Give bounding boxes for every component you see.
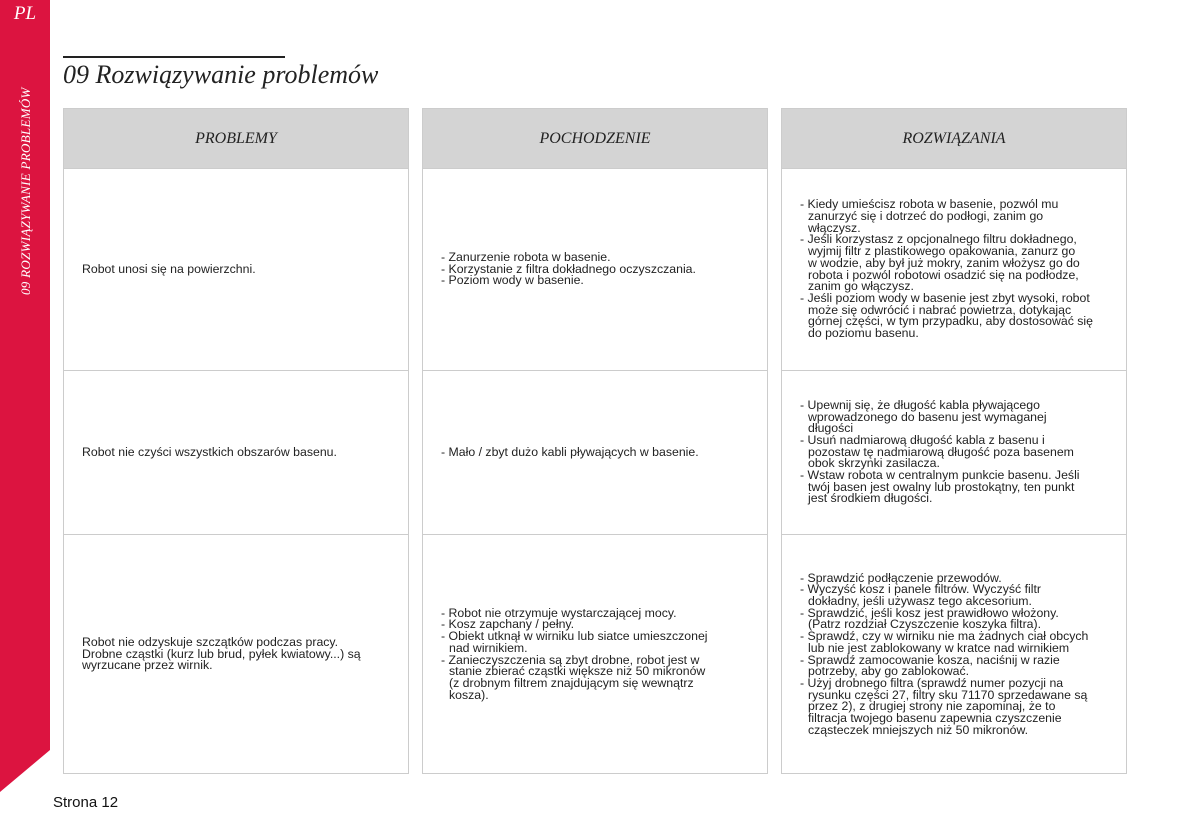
- list-item: - Usuń nadmiarową długość kabla z basenu i pozostaw tę nadmiarową długość poza basenem obok skrzynki zasilacza.: [800, 432, 1074, 471]
- list-item: - Sprawdź zamocowanie kosza, naciśnij w razie potrzeby, aby go zablokować.: [800, 652, 1060, 679]
- list-item: - Sprawdzić, jeśli kosz jest prawidłowo włożony. (Patrz rozdział Czyszczenie koszyka filtra).: [800, 605, 1059, 632]
- cause-cell: [423, 168, 767, 370]
- language-label: PL: [13, 3, 37, 24]
- solution-cell: [782, 370, 1126, 534]
- solution-cell: [782, 168, 1126, 370]
- cause-cell: [423, 370, 767, 534]
- cause-list: [441, 249, 696, 288]
- list-item: - Kosz zapchany / pełny.: [441, 617, 575, 632]
- list-item: - Sprawdzić podłączenie przewodów.: [800, 570, 1002, 585]
- cause-list: [441, 605, 708, 702]
- list-item: - Mało / zbyt dużo kabli pływających w basenie.: [441, 444, 699, 459]
- list-item: - Robot nie otrzymuje wystarczającej mocy.: [441, 605, 677, 620]
- problems-column: [63, 108, 409, 774]
- list-item: - Zanurzenie robota w basenie.: [441, 249, 611, 264]
- problem-cell: [64, 168, 408, 370]
- problem-cell: [64, 534, 408, 774]
- problems-header: PROBLEMY: [64, 109, 408, 168]
- list-item: - Użyj drobnego filtra (sprawdź numer pozycji na rysunku części 27, filtry sku 71170 sprzedawane są przez 2), z drugiej strony nie zapominaj, że to filtracja twojego basenu zapewnia czyszczenie cząsteczek mniejszych niż 50 mikronów.: [800, 675, 1088, 737]
- list-item: - Wstaw robota w centralnym punkcie basenu. Jeśli twój basen jest owalny lub prostokątny, ten punkt jest środkiem długości.: [800, 468, 1080, 506]
- solution-list: [800, 199, 1093, 339]
- page-title: 09 Rozwiązywanie problemów: [63, 60, 379, 89]
- list-item: - Kiedy umieścisz robota w basenie, pozwól mu zanurzyć się i dotrzeć do podłogi, zanim go włączysz.: [800, 197, 1059, 235]
- list-item: - Wyczyść kosz i panele filtrów. Wyczyść filtr dokładny, jeśli używasz tego akcesorium.: [800, 582, 1041, 608]
- solutions-header: ROZWIĄZANIA: [782, 109, 1126, 168]
- problem-text: Robot unosi się na powierzchni.: [82, 261, 256, 276]
- solutions-column: [781, 108, 1127, 774]
- list-item: - Obiekt utknął w wirniku lub siatce umieszczonej nad wirnikiem.: [441, 629, 708, 655]
- solution-cell: [782, 534, 1126, 774]
- solution-list: [800, 397, 1080, 506]
- list-item: - Upewnij się, że długość kabla pływającego wprowadzonego do basenu jest wymaganej długości: [800, 397, 1047, 436]
- problem-cell: [64, 370, 408, 534]
- title-rule: [63, 56, 285, 58]
- list-item: - Sprawdź, czy w wirniku nie ma żadnych ciał obcych lub nie jest zablokowany w kratce nad wirnikiem: [800, 629, 1089, 655]
- causes-header: POCHODZENIE: [423, 109, 767, 168]
- list-item: - Jeśli poziom wody w basenie jest zbyt wysoki, robot może się odwrócić i nabrać powietrza, dotykając górnej części, w tym przypadku, aby dostosować się do poziomu basenu.: [800, 290, 1094, 341]
- list-item: - Poziom wody w basenie.: [441, 273, 584, 288]
- problem-text: Robot nie czyści wszystkich obszarów basenu.: [82, 444, 337, 459]
- cause-cell: [423, 534, 767, 774]
- causes-column: [422, 108, 768, 774]
- solution-list: [800, 570, 1089, 737]
- list-item: - Korzystanie z filtra dokładnego oczyszczania.: [441, 261, 696, 276]
- list-item: - Zanieczyszczenia są zbyt drobne, robot jest w stanie zbierać cząstki większe niż 50 mikronów (z drobnym filtrem znajdującym się wewnątrz kosza).: [441, 652, 706, 702]
- cause-list: [441, 444, 699, 459]
- section-vertical-label: 09 ROZWIĄZYWANIE PROBLEMÓW: [18, 87, 33, 295]
- list-item: - Jeśli korzystasz z opcjonalnego filtru dokładnego, wyjmij filtr z plastikowego opakowania, zanurz go w wodzie, aby był już mokry, zanim włożysz go do robota i pozwól robotowi osadzić się na podłodze, zanim go włączysz.: [800, 232, 1080, 294]
- page-number: Strona 12: [53, 794, 119, 811]
- problem-text: Robot nie odzyskuje szczątków podczas pracy. Drobne cząstki (kurz lub brud, pyłek kwiatowy...) są wyrzucane przez wirnik.: [82, 634, 361, 673]
